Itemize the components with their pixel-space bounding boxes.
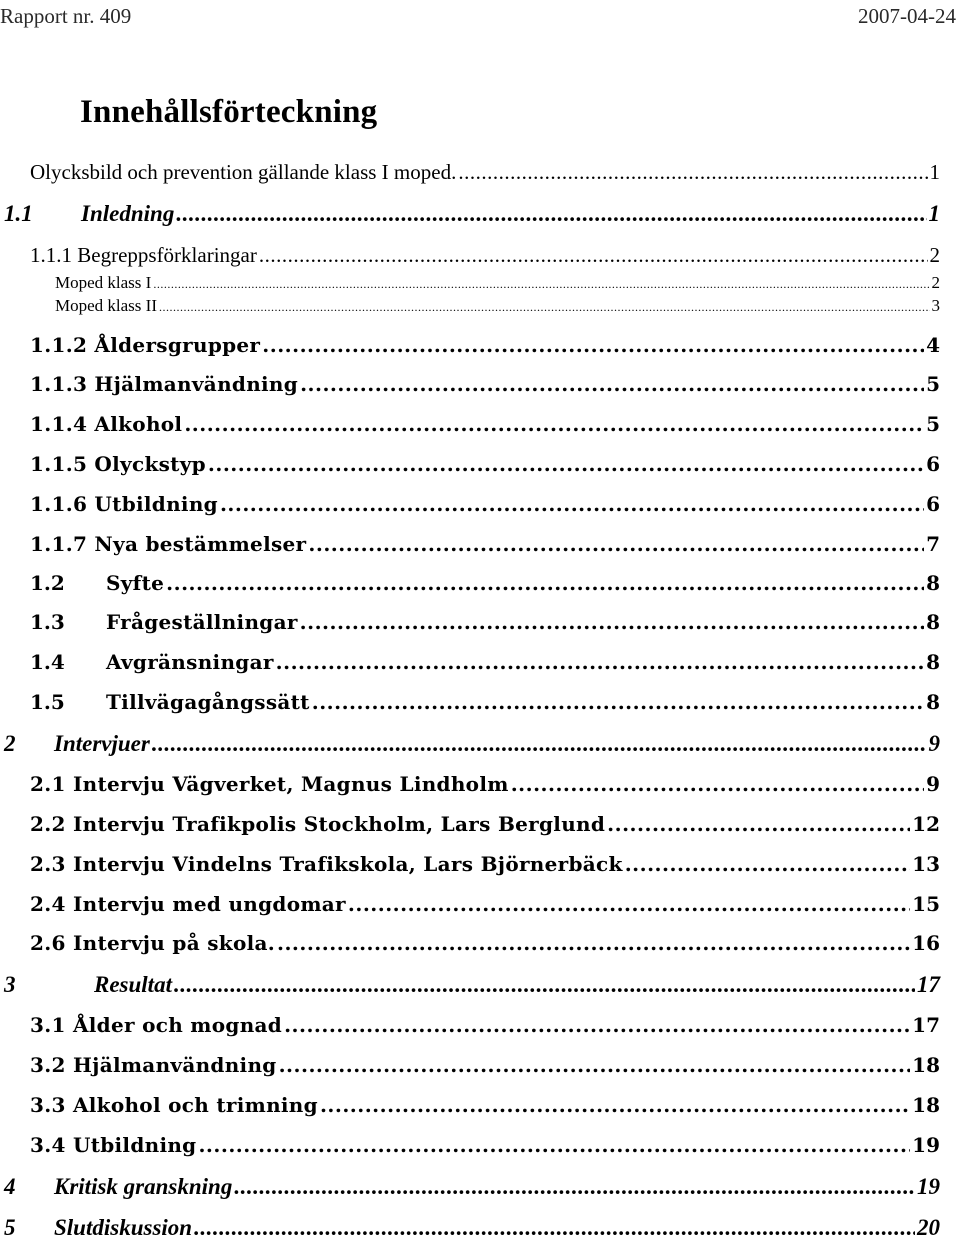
page-title: Innehållsförteckning	[80, 94, 378, 130]
toc-entry-label: 1.1.1 Begreppsförklaringar	[30, 243, 257, 267]
toc-leader-dots	[234, 1174, 915, 1200]
toc-leader-dots	[262, 334, 924, 357]
toc-entry-3-1[interactable]	[30, 1014, 940, 1037]
toc-entry-1-1-4[interactable]	[30, 413, 940, 436]
toc-entry-label: 2.4 Intervju med ungdomar	[30, 892, 346, 916]
toc-entry-label: Moped klass II	[55, 296, 157, 315]
toc-entry-page: 17	[912, 1013, 940, 1037]
toc-entry-page: 8	[926, 690, 940, 714]
toc-leader-dots	[607, 813, 910, 836]
toc-entry-page: 5	[926, 372, 940, 396]
toc-entry-page: 8	[926, 610, 940, 634]
toc-entry-page: 9	[928, 731, 940, 756]
toc-entry-label: 2.3 Intervju Vindelns Trafikskola, Lars Björnerbäck	[30, 852, 623, 876]
toc-entry-label: 1.1.4 Alkohol	[30, 412, 183, 436]
toc-entry-page: 3	[931, 296, 940, 315]
toc-entry-label: 3.1 Ålder och mognad	[30, 1013, 283, 1037]
toc-entry-page: 5	[926, 412, 940, 436]
toc-entry-page: 18	[912, 1093, 940, 1117]
toc-leader-dots	[153, 278, 929, 292]
toc-entry-2[interactable]	[4, 731, 940, 757]
toc-leader-dots	[625, 853, 910, 876]
toc-entry-1-1-3[interactable]	[30, 373, 940, 396]
toc-entry-label: 2.1 Intervju Vägverket, Magnus Lindholm	[30, 772, 509, 796]
toc-entry-page: 9	[926, 772, 940, 796]
toc-entry-page: 8	[926, 571, 940, 595]
toc-entry-label: Avgränsningar	[106, 650, 274, 674]
toc-entry-page: 12	[912, 812, 940, 836]
toc-leader-dots	[312, 691, 924, 714]
toc-entry-main-title[interactable]	[30, 160, 940, 184]
toc-entry-page: 1	[929, 160, 940, 184]
toc-entry-label: 1.1.2 Åldersgrupper	[30, 333, 261, 357]
toc-entry-2-1[interactable]	[30, 773, 940, 796]
toc-entry-label: Kritisk granskning	[54, 1174, 233, 1199]
toc-entry-page: 20	[917, 1215, 940, 1240]
toc-leader-dots	[184, 413, 924, 436]
toc-leader-dots	[279, 1054, 911, 1077]
toc-entry-label: 1.1.5 Olyckstyp	[30, 452, 206, 476]
toc-entry-page: 17	[917, 972, 940, 997]
toc-entry-number: 2	[4, 731, 16, 756]
toc-entry-label: Frågeställningar	[106, 610, 298, 634]
toc-entry-label: Intervjuer	[54, 731, 150, 756]
toc-entry-number: 1.1	[4, 201, 33, 226]
toc-leader-dots	[194, 1215, 915, 1241]
toc-entry-1-1-2[interactable]	[30, 334, 940, 357]
toc-leader-dots	[284, 1014, 910, 1037]
toc-entry-label: 1.1.3 Hjälmanvändning	[30, 372, 299, 396]
toc-entry-1-2[interactable]	[30, 572, 940, 595]
toc-leader-dots	[300, 373, 924, 396]
toc-leader-dots	[300, 611, 924, 634]
toc-entry-4[interactable]	[4, 1174, 940, 1200]
toc-entry-page: 4	[926, 333, 940, 357]
toc-entry-label: Syfte	[106, 571, 165, 595]
toc-entry-number: 1.5	[30, 690, 65, 714]
toc-leader-dots	[320, 1094, 910, 1117]
toc-entry-label: Resultat	[94, 972, 172, 997]
toc-entry-1-1-6[interactable]	[30, 493, 940, 516]
toc-leader-dots	[174, 972, 915, 998]
toc-entry-1-1-1[interactable]	[30, 243, 940, 267]
toc-entry-page: 8	[926, 650, 940, 674]
toc-entry-page: 6	[926, 452, 940, 476]
toc-entry-label: 1.1.7 Nya bestämmelser	[30, 532, 307, 556]
toc-leader-dots	[176, 201, 926, 227]
toc-entry-page: 19	[917, 1174, 940, 1199]
toc-leader-dots	[208, 453, 924, 476]
toc-entry-label: 2.6 Intervju på skola.	[30, 931, 275, 955]
toc-entry-3[interactable]	[4, 972, 940, 998]
toc-entry-2-6[interactable]	[30, 932, 940, 955]
toc-entry-number: 3	[4, 972, 16, 997]
toc-entry-page: 16	[912, 931, 940, 955]
toc-leader-dots	[458, 160, 927, 184]
toc-leader-dots	[166, 572, 924, 595]
toc-leader-dots	[348, 893, 910, 916]
toc-entry-page: 2	[929, 243, 940, 267]
toc-entry-label: 3.3 Alkohol och trimning	[30, 1093, 318, 1117]
toc-entry-label: Inledning	[81, 201, 175, 226]
toc-entry-moped-klass-2[interactable]	[55, 296, 940, 316]
toc-entry-label: Moped klass I	[55, 273, 152, 292]
toc-entry-2-3[interactable]	[30, 853, 940, 876]
toc-entry-page: 1	[928, 201, 940, 226]
toc-entry-label: 2.2 Intervju Trafikpolis Stockholm, Lars Berglund	[30, 812, 606, 836]
toc-entry-page: 19	[912, 1133, 940, 1157]
toc-entry-label: Slutdiskussion	[54, 1215, 193, 1240]
toc-entry-label: Tillvägagångssätt	[106, 690, 310, 714]
toc-entry-label: 1.1.6 Utbildning	[30, 492, 218, 516]
toc-leader-dots	[159, 301, 930, 315]
toc-entry-1-1-5[interactable]	[30, 453, 940, 476]
toc-entry-3-4[interactable]	[30, 1134, 940, 1157]
toc-leader-dots	[152, 731, 927, 757]
toc-entry-number: 5	[4, 1215, 16, 1240]
toc-entry-page: 15	[912, 892, 940, 916]
toc-leader-dots	[277, 932, 910, 955]
toc-entry-2-2[interactable]	[30, 813, 940, 836]
toc-entry-page: 2	[931, 273, 940, 292]
toc-entry-5[interactable]	[4, 1215, 940, 1241]
toc-entry-1-1-7[interactable]	[30, 533, 940, 556]
toc-entry-moped-klass-1[interactable]	[55, 273, 940, 293]
toc-entry-1-3[interactable]	[30, 611, 940, 634]
toc-entry-1-5[interactable]	[30, 691, 940, 714]
toc-entry-number: 1.4	[30, 650, 65, 674]
toc-entry-number: 1.2	[30, 571, 65, 595]
toc-leader-dots	[308, 533, 924, 556]
toc-leader-dots	[511, 773, 924, 796]
toc-leader-dots	[259, 243, 928, 267]
toc-entry-page: 6	[926, 492, 940, 516]
toc-entry-2-4[interactable]	[30, 893, 940, 916]
toc-entry-number: 1.3	[30, 610, 65, 634]
report-date: 2007-04-24	[858, 4, 956, 28]
toc-entry-label: 3.4 Utbildning	[30, 1133, 197, 1157]
toc-entry-label: Olycksbild och prevention gällande klass I moped.	[30, 160, 457, 184]
toc-leader-dots	[276, 651, 924, 674]
report-number: Rapport nr. 409	[0, 4, 132, 28]
toc-entry-page: 18	[912, 1053, 940, 1077]
toc-entry-3-2[interactable]	[30, 1054, 940, 1077]
toc-entry-1-1[interactable]	[4, 201, 940, 227]
toc-leader-dots	[198, 1134, 910, 1157]
toc-entry-3-3[interactable]	[30, 1094, 940, 1117]
toc-leader-dots	[220, 493, 924, 516]
toc-entry-1-4[interactable]	[30, 651, 940, 674]
toc-entry-number: 4	[4, 1174, 16, 1199]
toc-entry-page: 7	[926, 532, 940, 556]
toc-entry-page: 13	[912, 852, 940, 876]
toc-entry-label: 3.2 Hjälmanvändning	[30, 1053, 277, 1077]
